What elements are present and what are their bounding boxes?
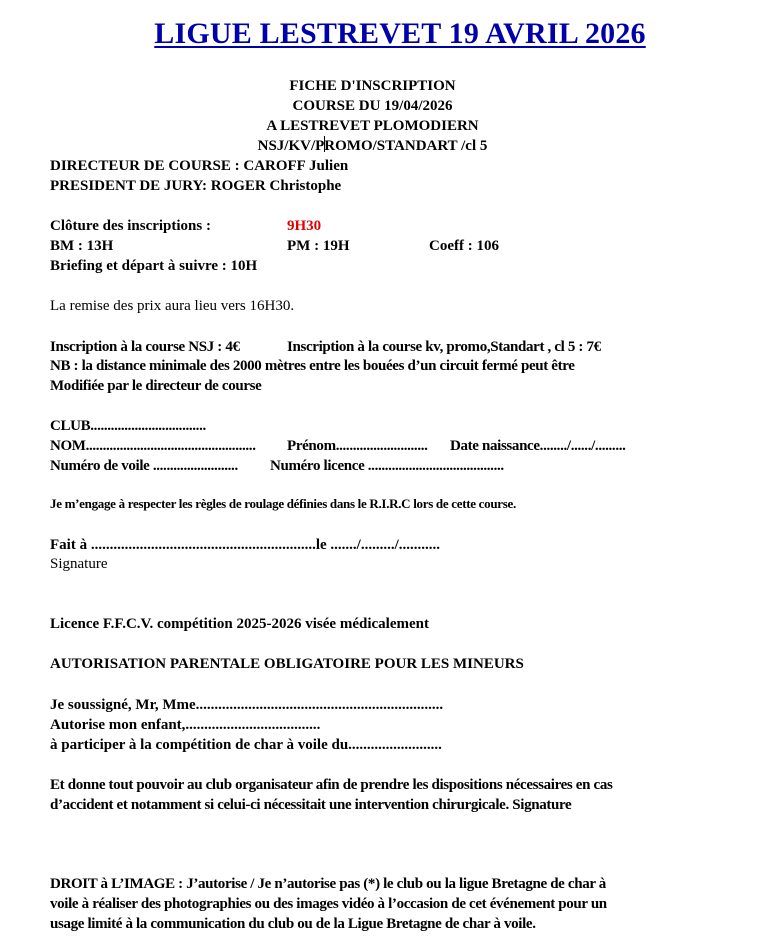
remise-des-prix: La remise des prix aura lieu vers 16H30. (50, 298, 295, 314)
classes-part-a: NSJ/KV/P (257, 138, 325, 154)
cloture-time: 9H30 (287, 218, 322, 234)
prenom-field[interactable]: Prénom........................... (287, 438, 428, 454)
coeff-value: Coeff : 106 (429, 238, 499, 254)
classes-part-b: ROMO/STANDART /cl 5 (324, 138, 488, 154)
droit-image-line-3: usage limité à la communication du club ou de la Ligue Bretagne de char à voile. (50, 916, 536, 932)
president-de-jury: PRESIDENT DE JURY: ROGER Christophe (50, 178, 342, 194)
numero-voile-field[interactable]: Numéro de voile ......................... (50, 458, 238, 474)
briefing-time: Briefing et départ à suivre : 10H (50, 258, 258, 274)
directeur-de-course: DIRECTEUR DE COURSE : CAROFF Julien (50, 158, 349, 174)
date-naissance-field[interactable]: Date naissance......../....../......... (450, 438, 626, 454)
droit-image-line-2: voile à réaliser des photographies ou des images vidéo à l’occasion de cet événement pour un (50, 896, 607, 912)
autorise-enfant-field[interactable]: Autorise mon enfant,.................................... (50, 717, 321, 733)
signature-label: Signature (50, 556, 108, 572)
inscription-nsj-price: Inscription à la course NSJ : 4€ (50, 339, 240, 355)
licence-requirement: Licence F.F.C.V. compétition 2025-2026 visée médicalement (50, 616, 429, 632)
header-course-date: COURSE DU 19/04/2026 (292, 98, 453, 114)
fait-a-field[interactable]: Fait à ............................................................le ......./........./........... (50, 537, 440, 553)
bm-time: BM : 13H (50, 238, 114, 254)
header-classes (0, 136, 745, 156)
document-title: LIGUE LESTREVET 19 AVRIL 2026 (154, 17, 646, 50)
header-fiche-inscription: FICHE D'INSCRIPTION (289, 78, 456, 94)
nom-field[interactable]: NOM.................................................. (50, 438, 256, 454)
pouvoir-line-1: Et donne tout pouvoir au club organisateur afin de prendre les dispositions nécessaires en cas (50, 777, 613, 793)
droit-image-line-1: DROIT à L’IMAGE : J’autorise / Je n’autorise pas (*) le club ou la ligue Bretagne de char à (50, 876, 606, 892)
numero-licence-field[interactable]: Numéro licence ........................................ (270, 458, 504, 474)
club-field[interactable]: CLUB.................................. (50, 418, 206, 434)
pouvoir-line-2: d’accident et notamment si celui-ci nécessitait une intervention chirurgicale. Signature (50, 797, 572, 813)
soussigne-field[interactable]: Je soussigné, Mr, Mme.................................................................. (50, 697, 444, 713)
cloture-label: Clôture des inscriptions : (50, 218, 211, 234)
pm-time: PM : 19H (287, 238, 350, 254)
autorisation-parentale-title: AUTORISATION PARENTALE OBLIGATOIRE POUR LES MINEURS (50, 656, 524, 672)
inscription-other-price: Inscription à la course kv, promo,Standart , cl 5 : 7€ (287, 339, 601, 355)
engagement-statement: Je m’engage à respecter les règles de roulage définies dans le R.I.R.C lors de cette course. (50, 496, 516, 511)
participer-field[interactable]: à participer à la compétition de char à voile du......................... (50, 737, 442, 753)
nb-distance-line-2: Modifiée par le directeur de course (50, 378, 262, 394)
nb-distance-line-1: NB : la distance minimale des 2000 mètres entre les bouées d’un circuit fermé peut être (50, 358, 575, 374)
header-location: A LESTREVET PLOMODIERN (266, 118, 479, 134)
